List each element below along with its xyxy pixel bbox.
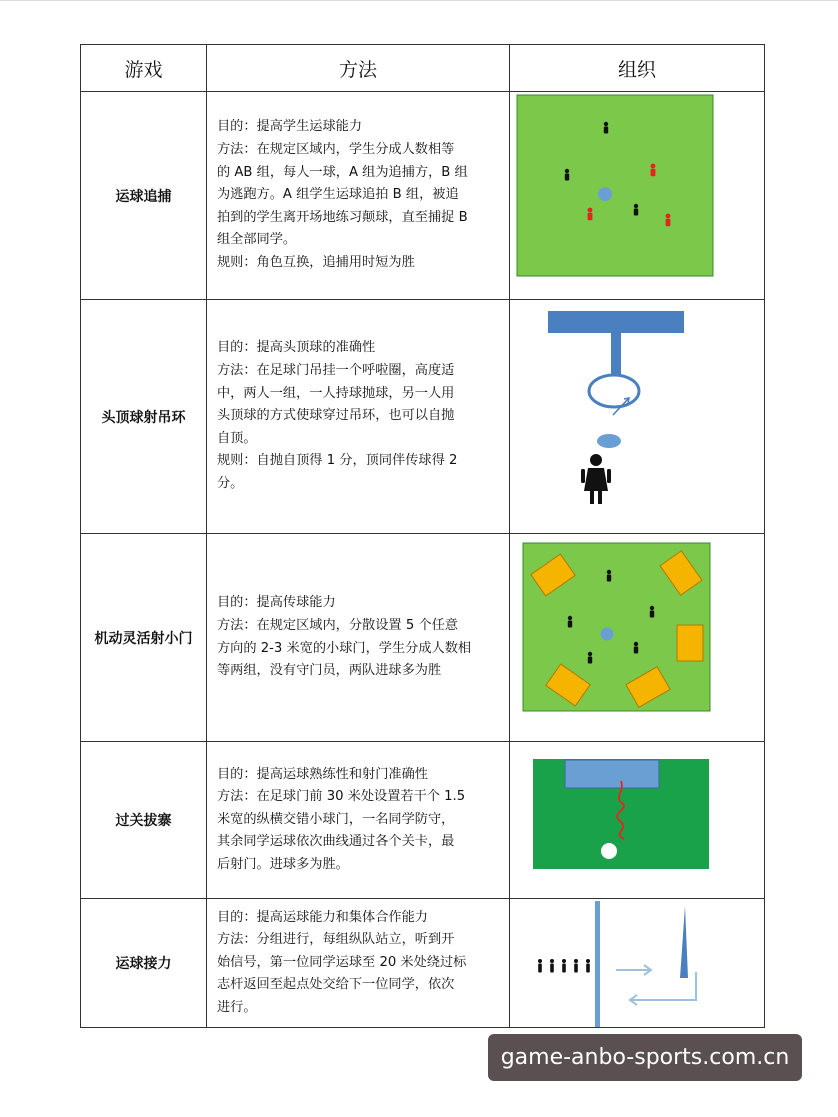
hanging-pole	[611, 333, 621, 375]
method-line: 拍到的学生离开场地练习颠球，直至捕捉 B	[217, 209, 468, 225]
ball-icon	[601, 627, 614, 640]
table-row	[81, 300, 765, 534]
player-icon	[586, 959, 590, 973]
player-icon	[634, 203, 638, 215]
method-line: 米宽的纵横交错小球门，一名同学防守，	[217, 811, 455, 827]
person-icon	[581, 454, 611, 504]
method-line: 方法：分组进行，每组纵队站立，听到开	[217, 932, 455, 948]
red-player-icon	[588, 207, 593, 220]
table-row	[81, 534, 765, 742]
player-icon	[650, 605, 654, 617]
game-method	[207, 534, 510, 742]
goal-box	[565, 760, 659, 788]
method-line: 方法：在规定区域内，分散设置 5 个任意	[217, 617, 458, 633]
red-player-icon	[666, 213, 671, 226]
method-line: 规则：角色互换，追捕用时短为胜	[217, 254, 415, 270]
hoop-header-diagram	[510, 301, 763, 533]
organization-diagram	[510, 534, 765, 742]
header-row	[81, 45, 765, 92]
method-line: 方向的 2-3 米宽的小球门，学生分成人数相	[217, 640, 472, 656]
obstacle-dribble-diagram	[510, 743, 763, 898]
method-line: 等两组，没有守门员，两队进球多为胜	[217, 663, 442, 679]
player-icon	[550, 959, 554, 973]
method-line: 组全部同学。	[217, 232, 297, 248]
hoop-icon	[589, 375, 639, 407]
red-player-icon	[651, 163, 656, 176]
game-name: 运球追捕	[81, 92, 207, 300]
header-organization: 组织	[510, 45, 765, 92]
player-icon	[574, 959, 578, 973]
game-name: 过关拔寨	[81, 742, 207, 899]
player-icon	[538, 959, 542, 973]
small-goals-diagram	[510, 535, 763, 741]
method-line: 其余同学运球依次曲线通过各个关卡，最	[217, 834, 455, 850]
method-line: 目的：提高头顶球的准确性	[217, 340, 376, 356]
player-icon	[568, 615, 572, 627]
method-line: 方法：在足球门吊挂一个呼啦圈，高度适	[217, 363, 455, 379]
method-line: 方法：在足球门前 30 米处设置若干个 1.5	[217, 789, 466, 805]
game-method	[207, 92, 510, 300]
method-line: 后射门。进球多为胜。	[217, 856, 349, 872]
method-line: 中，两人一组，一人持球抛球，另一人用	[217, 385, 455, 401]
game-method	[207, 899, 510, 1028]
method-line: 进行。	[217, 999, 257, 1015]
ball-icon	[601, 843, 617, 859]
player-icon	[604, 121, 608, 133]
small-goal	[677, 625, 703, 661]
game-name: 机动灵活射小门	[81, 534, 207, 742]
marker-pole	[680, 906, 688, 978]
relay-diagram	[510, 900, 763, 1027]
ball-icon	[598, 187, 612, 201]
game-name: 头顶球射吊环	[81, 300, 207, 534]
top-divider	[0, 0, 838, 1]
method-line: 志杆返回至起点处交给下一位同学，依次	[217, 977, 455, 993]
method-line: 始信号，第一位同学运球至 20 米处绕过标	[217, 954, 467, 970]
player-icon	[607, 569, 611, 581]
player-icon	[634, 641, 638, 653]
field-area	[517, 95, 713, 276]
table-row	[81, 899, 765, 1028]
organization-diagram	[510, 300, 765, 534]
method-line: 头顶球的方式使球穿过吊环，也可以自抛	[217, 408, 455, 424]
start-line	[595, 901, 600, 1027]
organization-diagram	[510, 92, 765, 300]
game-method	[207, 300, 510, 534]
table-row	[81, 742, 765, 899]
game-name: 运球接力	[81, 899, 207, 1028]
method-line: 目的：提高学生运球能力	[217, 119, 363, 135]
player-icon	[562, 959, 566, 973]
goal-crossbar	[548, 311, 684, 333]
player-icon	[565, 168, 569, 180]
method-line: 规则：自抛自顶得 1 分，顶同伴传球得 2	[217, 453, 458, 469]
method-line: 目的：提高运球熟练性和射门准确性	[217, 766, 428, 782]
table-row	[81, 92, 765, 300]
method-line: 为逃跑方。A 组学生运球追拍 B 组，被追	[217, 187, 459, 203]
game-method	[207, 742, 510, 899]
player-icon	[588, 651, 592, 663]
ball-icon	[597, 434, 621, 448]
site-watermark: game-anbo-sports.com.cn	[488, 1034, 802, 1081]
organization-diagram	[510, 899, 765, 1028]
header-method: 方法	[207, 45, 510, 92]
organization-diagram	[510, 742, 765, 899]
method-line: 自顶。	[217, 430, 257, 446]
method-line: 的 AB 组，每人一球，A 组为追捕方，B 组	[217, 164, 468, 180]
header-game: 游戏	[81, 45, 207, 92]
method-line: 方法：在规定区域内，学生分成人数相等	[217, 142, 455, 158]
method-line: 目的：提高传球能力	[217, 595, 336, 611]
method-line: 分。	[217, 475, 244, 491]
pitch-chase-diagram	[510, 93, 763, 299]
games-table	[80, 44, 765, 1028]
player-queue	[538, 959, 590, 973]
method-line: 目的：提高运球能力和集体合作能力	[217, 909, 428, 925]
